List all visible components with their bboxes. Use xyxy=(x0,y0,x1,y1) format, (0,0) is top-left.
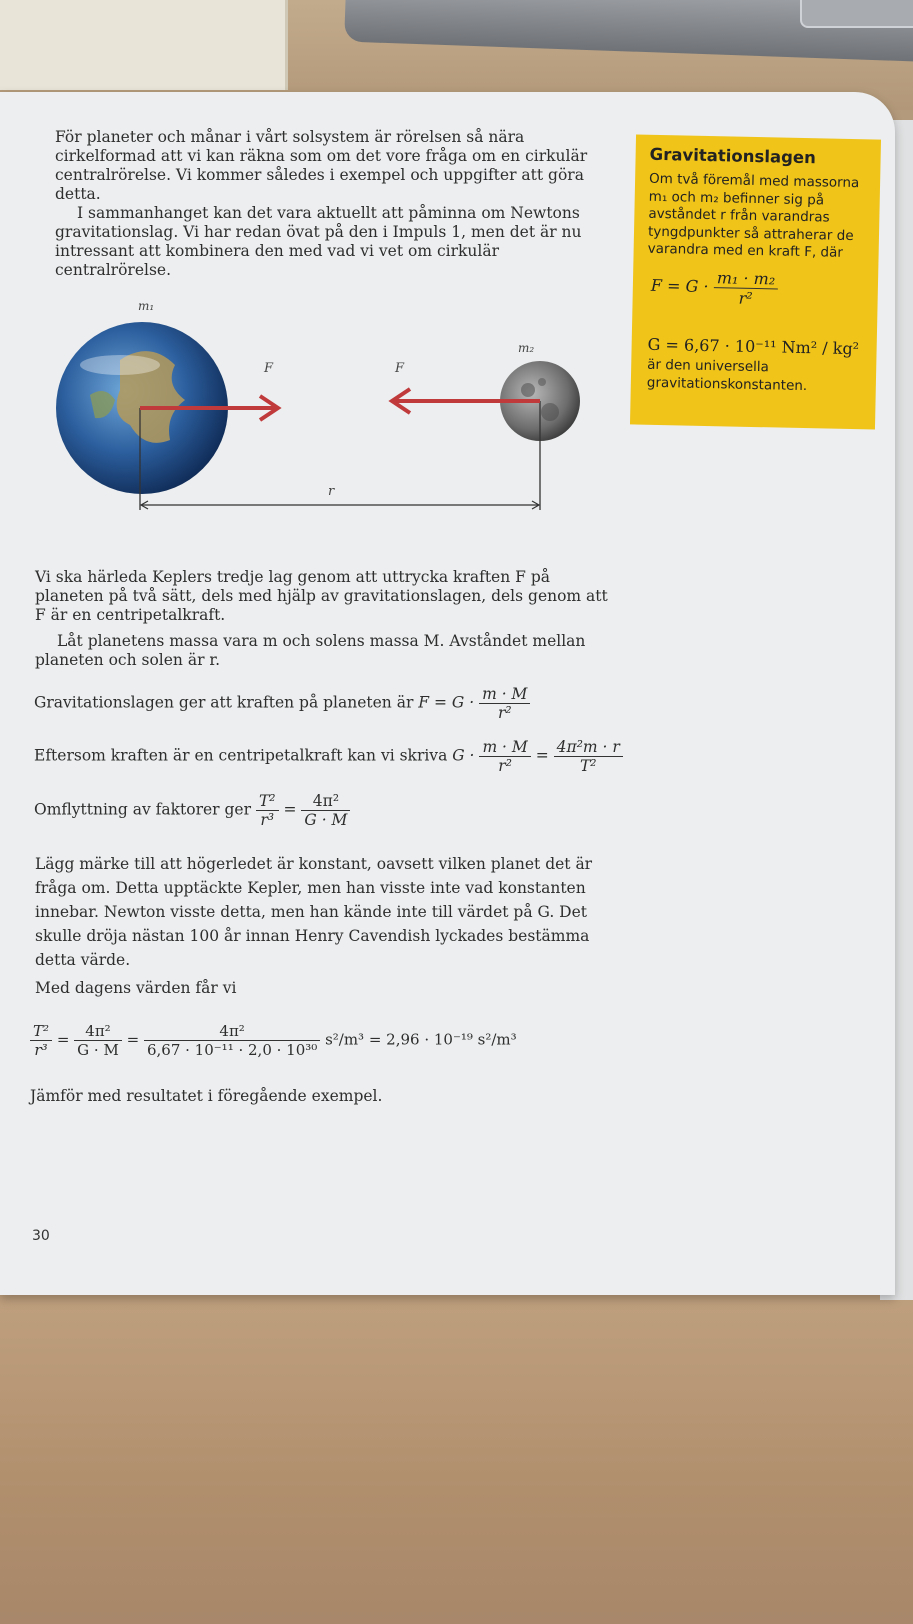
rearranged-equation-rhs-denominator: G · M xyxy=(304,811,348,829)
rearranged-equation-denominator: r³ xyxy=(260,811,275,829)
laptop-trackpad xyxy=(800,0,913,28)
gravitation-equation xyxy=(34,685,530,722)
gravitational-constant: G = 6,67 · 10⁻¹¹ Nm² / kg² xyxy=(647,334,860,359)
body-paragraph-4: Med dagens värden får vi xyxy=(35,979,237,997)
intro-paragraph-1: För planeter och månar i vårt solsystem är rörelsen så nära cirkelformad att vi kan räkna som om det vore fråga om en cirkulär centralrörelse. Vi kommer således i exempel och uppgifter att göra detta. xyxy=(55,128,588,203)
body-paragraph-3: Lägg märke till att högerledet är konstant, oavsett vilken planet det är fråga om. Detta upptäckte Kepler, men han visste inte vad konstanten innebar. Newton visste detta, men han kände inte till värdet på G. Det skulle dröja nästan 100 år innan Henry Cavendish lyckades bestämma detta värde. xyxy=(35,855,593,969)
gravitation-equation-lhs: F = G · xyxy=(418,693,475,712)
centripetal-equation-denominator: r² xyxy=(498,757,512,775)
label-m2: m₂ xyxy=(518,341,535,355)
compare-text: Jämför med resultatet i föregående exempel. xyxy=(30,1087,383,1105)
centripetal-equation: Eftersom kraften är en centripetalkraft kan vi skriva G · $\frac{m \cdot M}{\text{r²}}$ = $\frac{\text{4π²m · r}}{\text{T²}}$ xyxy=(34,738,623,775)
rearranged-equation-numerator: T² xyxy=(256,792,279,811)
gravitation-equation-text: Gravitationslagen ger att kraften på planeten är xyxy=(34,693,414,712)
intro-text xyxy=(55,128,600,280)
final-numerator-1: T² xyxy=(30,1022,52,1041)
box-title: Gravitationslagen xyxy=(649,144,817,168)
final-numerator-3: 4π² xyxy=(144,1022,320,1041)
label-force-left: F xyxy=(395,361,405,376)
box-formula xyxy=(650,267,778,309)
centripetal-equation-numerator: m · M xyxy=(479,738,530,757)
gravitation-equation-denominator: r² xyxy=(497,704,512,722)
box-formula-denominator: r² xyxy=(738,288,753,308)
final-numerator-2: 4π² xyxy=(74,1022,122,1041)
centripetal-equation-text: Eftersom kraften är en centripetalkraft kan vi skriva xyxy=(34,746,448,765)
rearranged-equation-text: Omflyttning av faktorer ger xyxy=(34,800,252,819)
box-text: Om två föremål med massorna m₁ och m₂ befinner sig på avståndet r från varandras tyngdpunkter så attraherar de varandra med en kraft F, där xyxy=(647,170,860,261)
rearranged-equation-rhs-numerator: 4π² xyxy=(301,792,350,811)
gravitation-diagram xyxy=(50,300,610,530)
body-paragraph-2: Låt planetens massa vara m och solens massa M. Avståndet mellan planeten och solen är r. xyxy=(35,632,586,669)
label-force-right: F xyxy=(264,361,274,376)
box-formula-numerator: m₁ · m₂ xyxy=(714,268,779,289)
gravitational-constant-text: är den universella gravitationskonstanten. xyxy=(646,356,808,394)
box-formula-lhs: F = G · xyxy=(650,275,709,297)
derivation-text xyxy=(35,568,610,670)
desk-background-bottom xyxy=(0,1290,913,1624)
final-denominator-3: 6,67 · 10⁻¹¹ · 2,0 · 10³⁰ xyxy=(146,1041,318,1059)
gravitation-law-box xyxy=(630,134,881,429)
page-number: 30 xyxy=(32,1228,50,1244)
final-denominator-2: G · M xyxy=(77,1041,119,1059)
background-paper xyxy=(0,0,288,90)
label-m1: m₁ xyxy=(138,300,155,313)
intro-paragraph-2: I sammanhanget kan det vara aktuellt att påminna om Newtons gravitationslag. Vi har redan övat på den i Impuls 1, men det är nu intressant att kombinera den med vad vi vet om cirkulär centralrörelse. xyxy=(55,204,582,279)
centripetal-equation-lhs: G · xyxy=(452,746,475,765)
final-denominator-1: r³ xyxy=(34,1041,48,1059)
gravitation-equation-numerator: m · M xyxy=(479,685,530,704)
body-paragraph-1: Vi ska härleda Keplers tredje lag genom att uttrycka kraften F på planeten på två sätt, dels med hjälp av gravitationslagen, dels genom att F är en centripetalkraft. xyxy=(35,568,608,624)
final-equation: $\frac{\text{T²}}{\text{r³}}$ = $\frac{\text{4π²}}{G \cdot M}$ = $\frac{\text{4π²}}{\text{6,67 · 10⁻¹¹ · 2,0 · 10³⁰}}$ s²/m³ = 2,96 · 10⁻¹⁹ s²/m³ xyxy=(30,1022,517,1059)
final-result: s²/m³ = 2,96 · 10⁻¹⁹ s²/m³ xyxy=(325,1030,517,1049)
centripetal-equation-rhs-denominator: T² xyxy=(579,757,597,775)
label-distance: r xyxy=(328,484,335,499)
conclusion-text xyxy=(35,852,610,1005)
centripetal-equation-rhs-numerator: 4π²m · r xyxy=(554,738,623,757)
rearranged-equation: Omflyttning av faktorer ger $\frac{\text{T²}}{\text{r³}}$ = $\frac{\text{4π²}}{G \cdot M}$ xyxy=(34,792,350,829)
